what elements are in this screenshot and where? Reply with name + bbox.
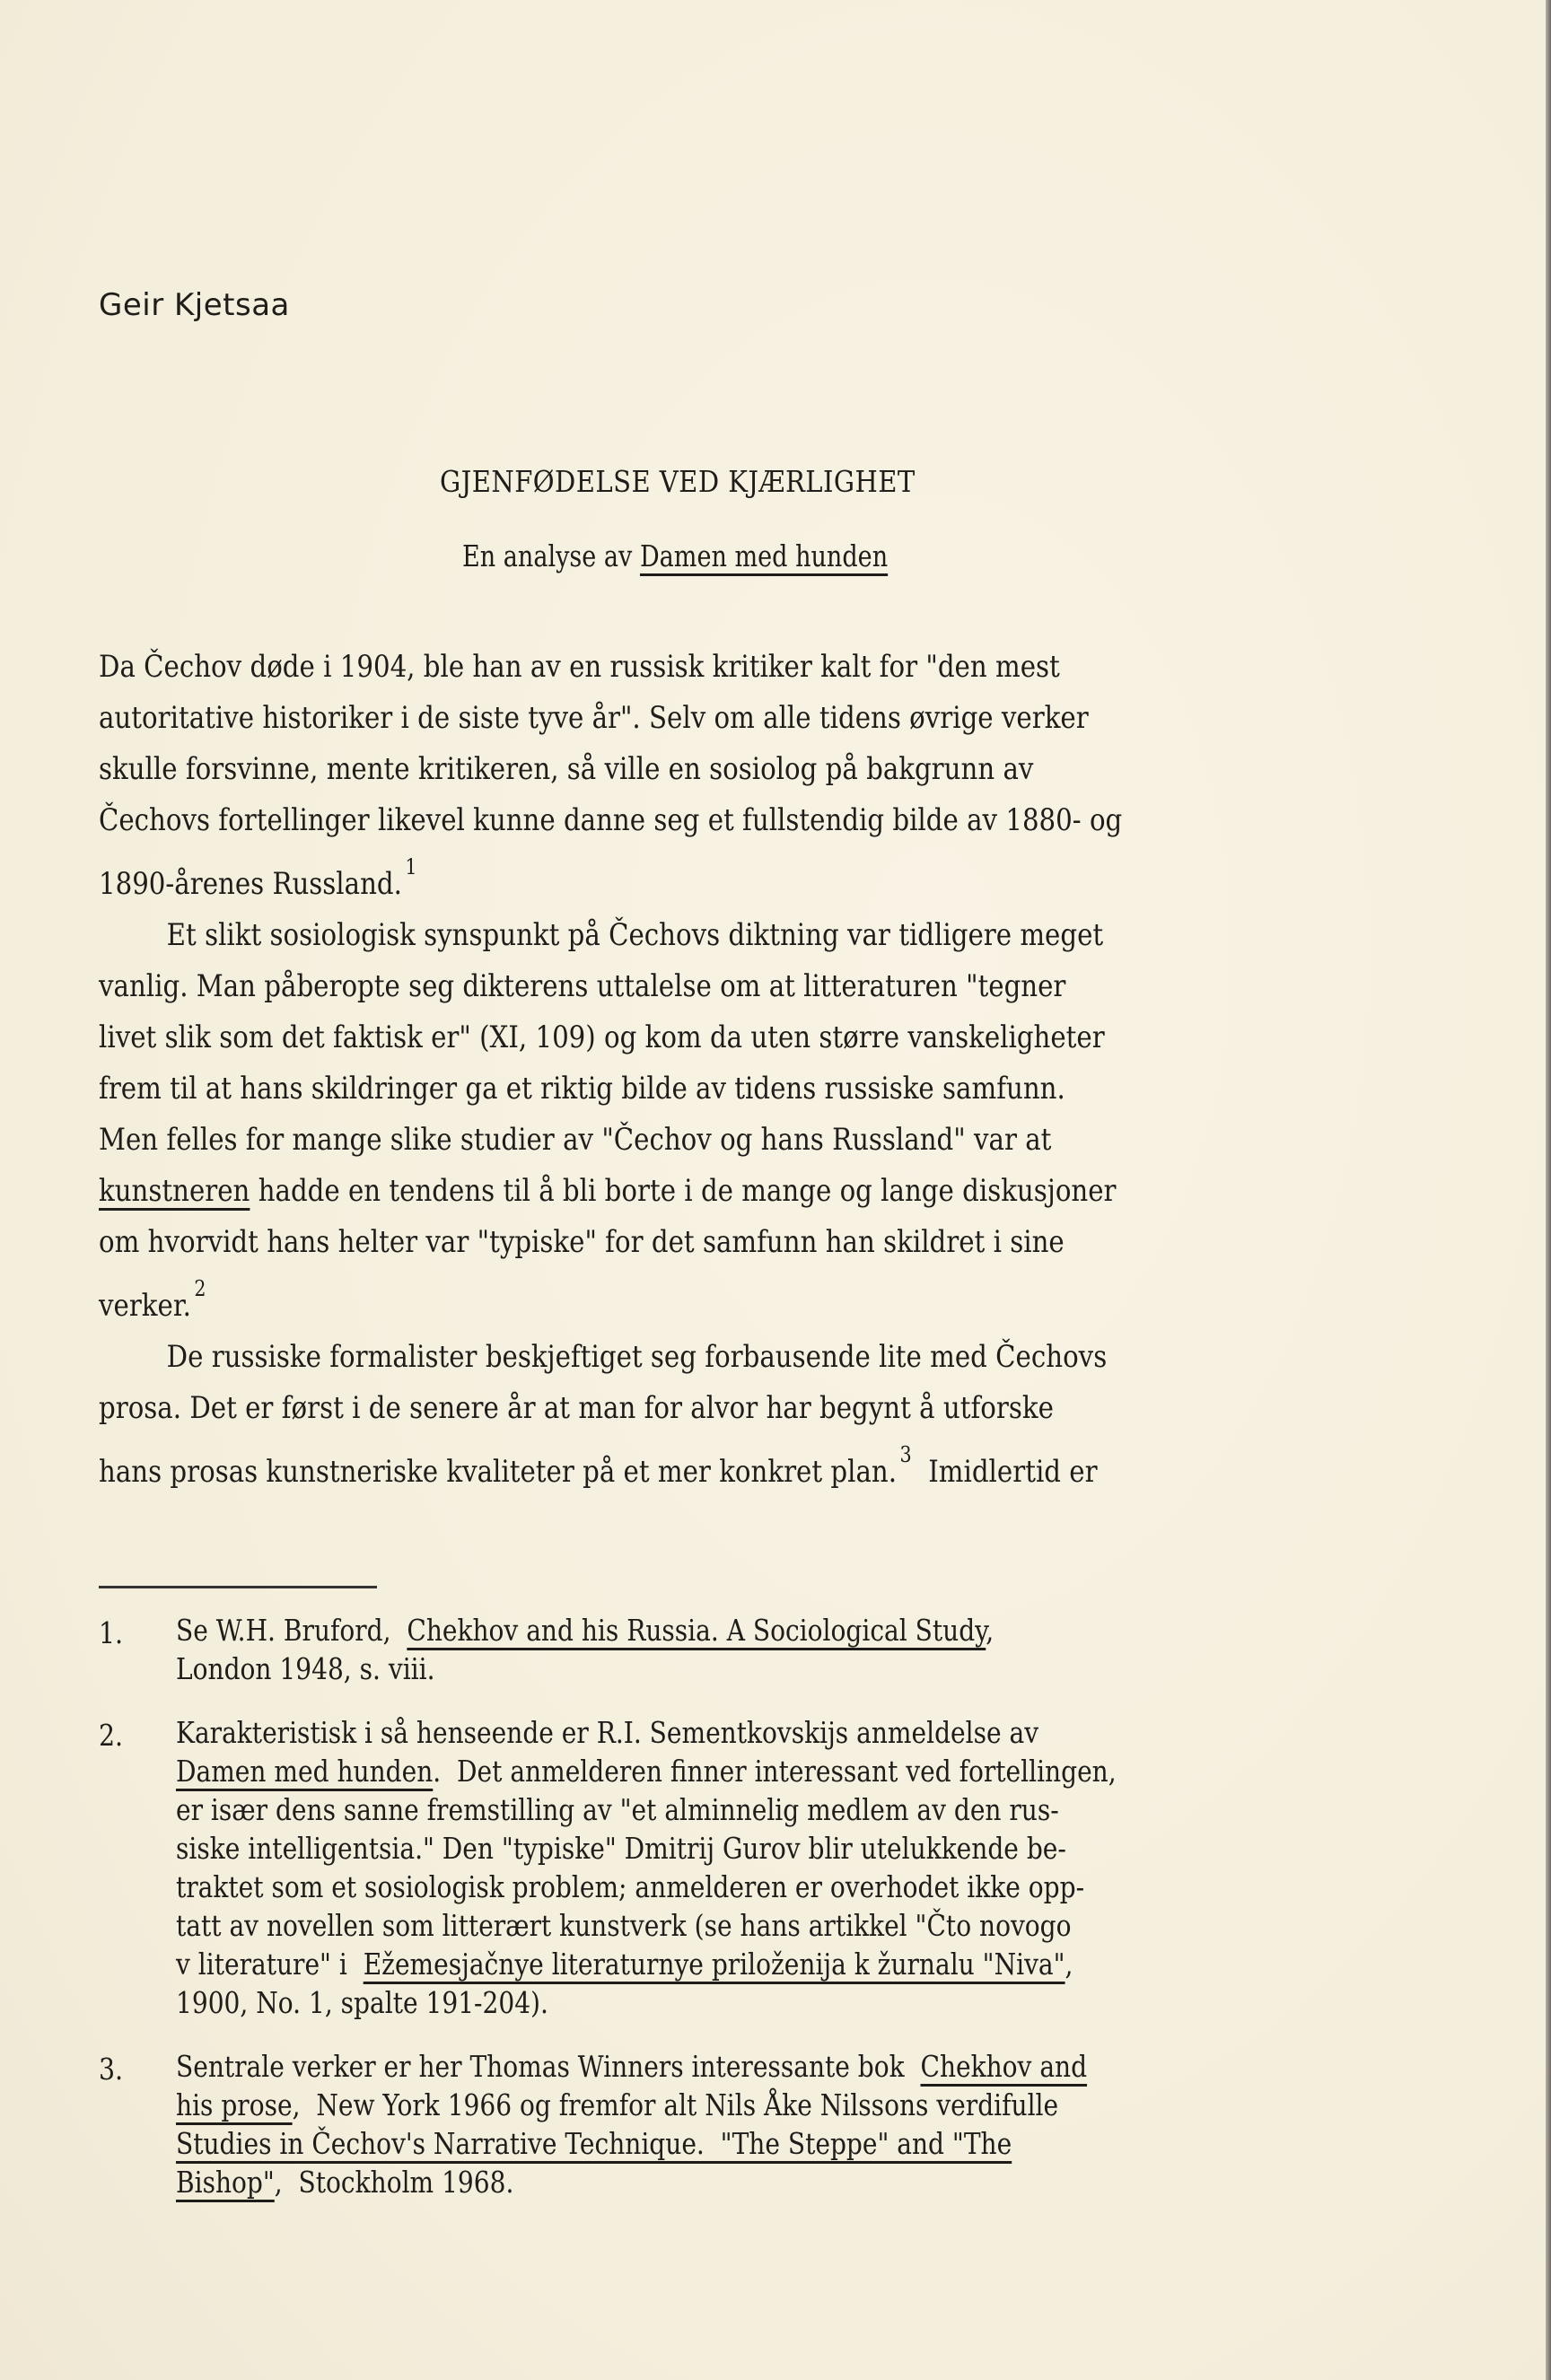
article-subtitle <box>462 538 888 573</box>
body-line: frem til at hans skildringer ga et riktig bilde av tidens russiske samfunn. <box>99 1071 1065 1107</box>
body-line <box>99 856 1203 907</box>
footnote-text: , New York 1966 og fremfor alt Nils Åke Nilssons verdifulle <box>292 2087 1059 2122</box>
footnote-number: 2. <box>99 1718 124 1753</box>
body-text <box>99 649 1382 1495</box>
body-line: Men felles for mange slike studier av "Čechov og hans Russland" var at <box>99 1122 1052 1158</box>
body-line: De russiske formalister beskjeftiget seg forbausende lite med Čechovs <box>166 1339 1108 1375</box>
body-line: Et slikt sosiologisk synspunkt på Čechovs diktning var tidligere meget <box>166 917 1104 953</box>
footnote-item <box>99 1715 1400 2026</box>
body-line-text: verker. <box>99 1288 191 1324</box>
cited-title: Chekhov and <box>920 2049 1088 2084</box>
cited-title: his prose <box>176 2087 293 2122</box>
body-line: Da Čechov døde i 1904, ble han av en russisk kritiker kalt for "den mest <box>99 649 1060 685</box>
footnote-line <box>176 1756 1216 1795</box>
body-line-text: Imidlertid er <box>911 1454 1098 1490</box>
footnote-text: v literature" i <box>176 1947 364 1982</box>
footnote-number: 3. <box>99 2052 124 2087</box>
cited-title: Damen med hunden <box>176 1754 434 1789</box>
footnote-line <box>176 2049 1216 2090</box>
footnote-line: siske intelligentsia." Den "typiske" Dmitrij Gurov blir utelukkende be- <box>176 1831 1066 1866</box>
footnote-line: traktet som et sosiologisk problem; anmelderen er overhodet ikke opp- <box>176 1869 1085 1904</box>
subtitle-prefix: En analyse av <box>462 538 640 573</box>
cited-title: Chekhov and his Russia. A Sociological Study <box>407 1613 986 1648</box>
footnote-body <box>176 1615 1400 1693</box>
footnote-line: Karakteristisk i så henseende er R.I. Sementkovskijs anmeldelse av <box>176 1715 1039 1750</box>
footnote-line: 1900, No. 1, spalte 191-204). <box>176 1985 548 2020</box>
footnote-text: , <box>1065 1947 1073 1982</box>
footnote-ref[interactable]: 3 <box>899 1442 912 1467</box>
footnote-text: , <box>986 1613 995 1648</box>
body-line-text: hadde en tendens til å bli borte i de mange og lange diskusjoner <box>250 1173 1117 1209</box>
footnote-line: er især dens sanne fremstilling av "et alminnelig medlem av den rus- <box>176 1792 1059 1827</box>
footnote-line: tatt av novellen som litterært kunstverk (se hans artikkel "Čto novogo <box>176 1908 1072 1943</box>
footnote-text: Sentrale verker er her Thomas Winners interessante bok <box>176 2049 921 2084</box>
footnote-text: Se W.H. Bruford, <box>176 1613 407 1648</box>
footnote-line <box>176 2087 1216 2129</box>
footnote-separator <box>99 1586 377 1588</box>
footnote-line <box>176 1949 1216 1988</box>
subtitle-work-title: Damen med hunden <box>639 538 889 573</box>
footnote-line <box>176 2167 1216 2206</box>
footnotes <box>99 1615 1400 2231</box>
footnote-line: London 1948, s. viii. <box>176 1651 435 1686</box>
underlined-word: kunstneren <box>99 1173 250 1209</box>
footnote-body <box>176 1715 1400 2026</box>
body-line-text: 1890-årenes Russland. <box>99 866 402 902</box>
body-line <box>99 1173 1203 1227</box>
body-line <box>99 1444 1203 1495</box>
footnote-item <box>99 2049 1400 2206</box>
footnote-body <box>176 2049 1400 2206</box>
body-line: skulle forsvinne, mente kritikeren, så ville en sosiolog på bakgrunn av <box>99 751 1034 787</box>
body-line: prosa. Det er først i de senere år at man for alvor har begynt å utforske <box>99 1390 1054 1426</box>
body-line: om hvorvidt hans helter var "typiske" for det samfunn han skildret i sine <box>99 1224 1065 1260</box>
footnote-ref[interactable]: 2 <box>194 1276 206 1301</box>
body-line: Čechovs fortellinger likevel kunne danne seg et fullstendig bilde av 1880- og <box>99 802 1123 838</box>
footnote-text: . Det anmelderen finner interessant ved fortellingen, <box>433 1754 1117 1789</box>
article-title: GJENFØDELSE VED KJÆRLIGHET <box>440 464 916 499</box>
page-edge-shadow <box>1546 0 1551 2380</box>
author-name: Geir Kjetsaa <box>99 287 290 323</box>
cited-title: Studies in Čechov's Narrative Technique. "The Steppe" and "The <box>176 2126 1012 2161</box>
footnote-line <box>176 2126 1216 2167</box>
footnote-item <box>99 1615 1400 1693</box>
body-line: livet slik som det faktisk er" (XI, 109) og kom da uten større vanskeligheter <box>99 1019 1105 1055</box>
footnote-number: 1. <box>99 1615 124 1650</box>
cited-title: Bishop" <box>176 2165 275 2200</box>
cited-title: Ežemesjačnye literaturnye priloženija k žurnalu "Niva" <box>363 1947 1065 1982</box>
footnote-line <box>176 1615 1216 1654</box>
footnote-ref[interactable]: 1 <box>405 854 417 879</box>
body-line-text: hans prosas kunstneriske kvaliteter på et mer konkret plan. <box>99 1454 898 1490</box>
body-line <box>99 1278 1203 1329</box>
body-line: vanlig. Man påberopte seg dikterens uttalelse om at litteraturen "tegner <box>99 968 1066 1004</box>
footnote-text: , Stockholm 1968. <box>274 2165 514 2200</box>
body-line: autoritative historiker i de siste tyve år". Selv om alle tidens øvrige verker <box>99 700 1089 736</box>
